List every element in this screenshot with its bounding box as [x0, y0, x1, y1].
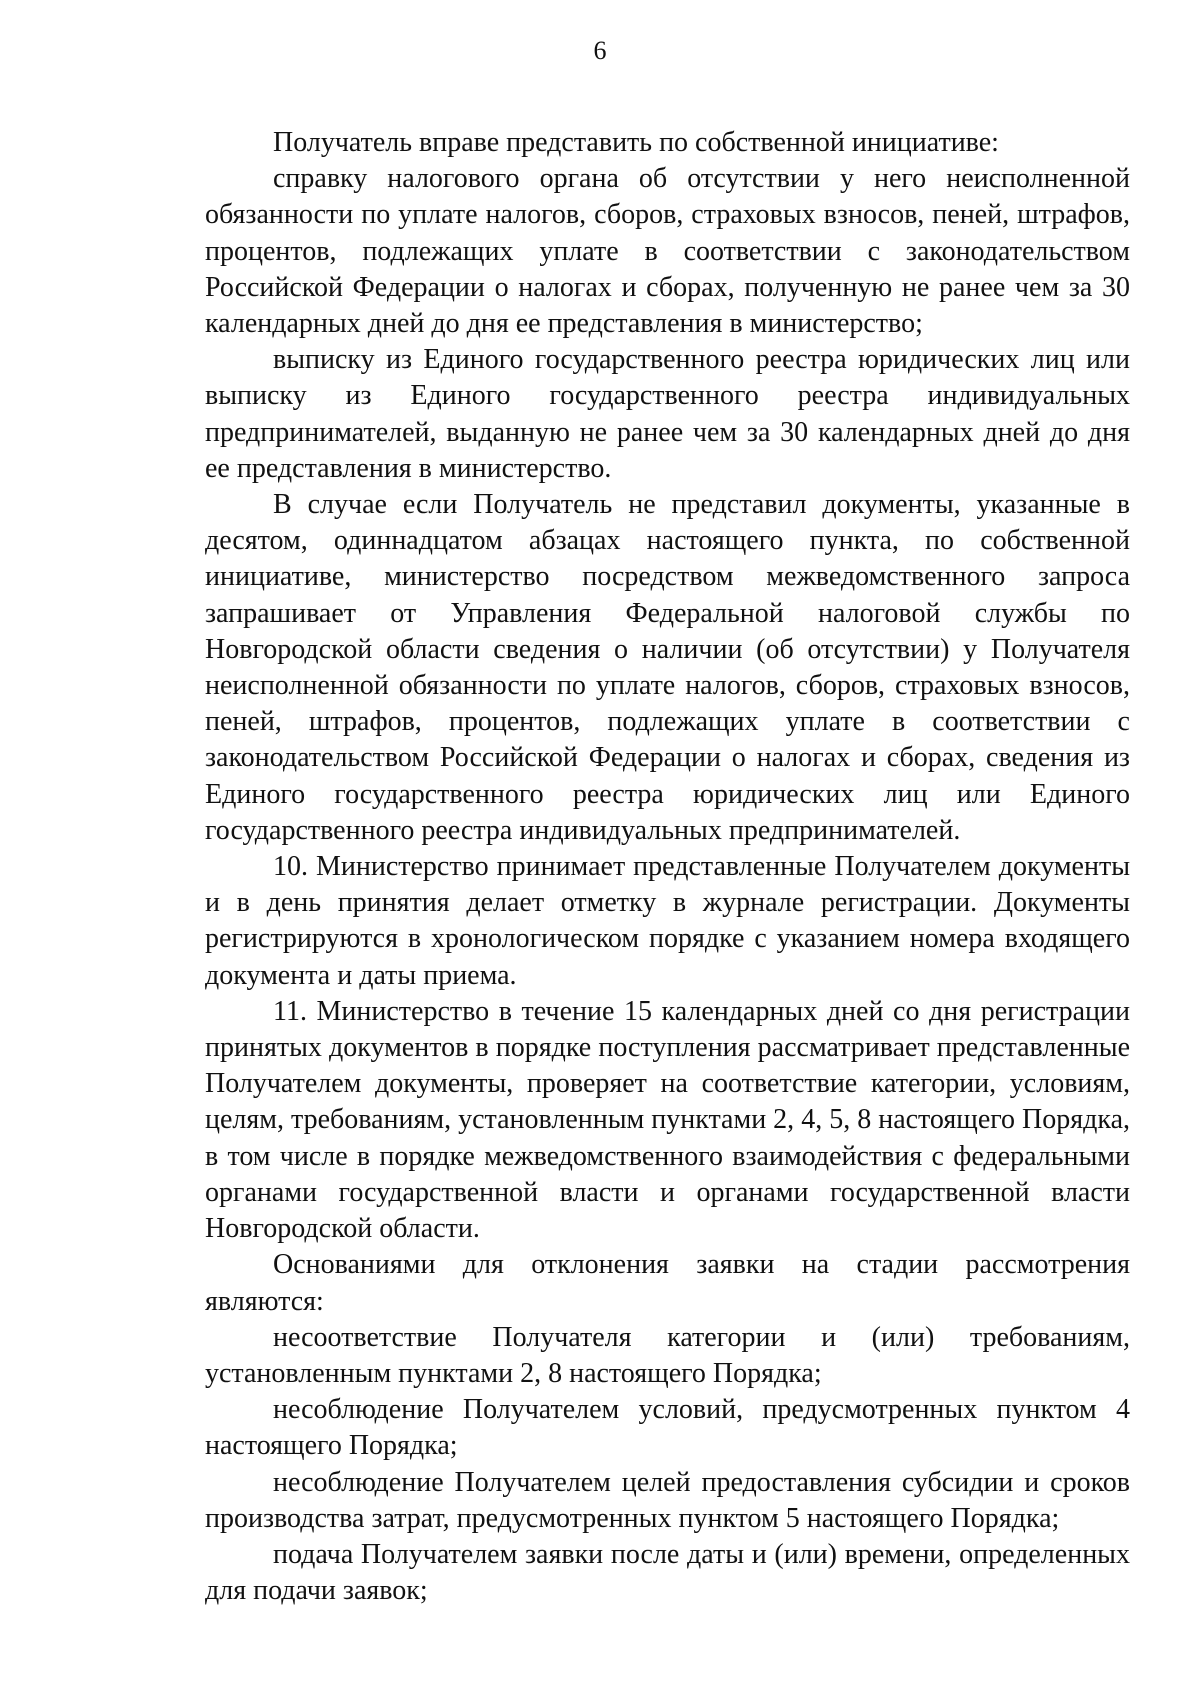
paragraph-ground-conditions: несоблюдение Получателем условий, предусмотренных пунктом 4 настоящего Порядка; — [205, 1394, 1130, 1462]
document-body — [205, 125, 1130, 1609]
paragraph-ground-late-submission: подача Получателем заявки после даты и (или) времени, определенных для подачи заявок; — [205, 1538, 1130, 1607]
paragraph-ground-category: несоответствие Получателя категории и (или) требованиям, установленным пунктами 2, 8 настоящего Порядка; — [205, 1321, 1130, 1389]
page-number: 6 — [593, 36, 607, 65]
paragraph-tax-certificate: справку налогового органа об отсутствии у него неисполненной обязанности по уплате налогов, сборов, страховых взносов, пеней, штрафов, процентов, подлежащих уплате в соответствии с законодательством Российской Федерации о налогах и сборах, полученную не ранее чем за 30 календарных дней до дня ее представления в министерство; — [205, 163, 1130, 340]
paragraph-registry-extract: выписку из Единого государственного реестра юридических лиц или выписку из Единого государственного реестра индивидуальных предпринимателей, выданную не ранее чем за 30 календарных дней до дня ее представления в министерство. — [205, 344, 1130, 484]
paragraph-ground-purposes: несоблюдение Получателем целей предоставления субсидии и сроков производства затрат, предусмотренных пунктом 5 настоящего Порядка; — [205, 1466, 1130, 1534]
paragraph-item-10: 10. Министерство принимает представленные Получателем документы и в день принятия делает отметку в журнале регистрации. Документы регистрируются в хронологическом порядке с указанием номера входящего документа и даты приема. — [205, 851, 1130, 991]
paragraph-right-to-submit: Получатель вправе представить по собственной инициативе: — [273, 127, 999, 158]
paragraph-item-11: 11. Министерство в течение 15 календарных дней со дня регистрации принятых документов в порядке поступления рассматривает представленные Получателем документы, проверяет на соответствие категории, условиям, целям, требованиям, установленным пунктами 2, 4, 5, 8 настоящего Порядка, в том числе в порядке межведомственного взаимодействия с федеральными органами государственной власти и органами государственной власти Новгородской области. — [205, 995, 1130, 1245]
paragraph-rejection-grounds: Основаниями для отклонения заявки на стадии рассмотрения являются: — [205, 1249, 1130, 1317]
paragraph-interagency-request: В случае если Получатель не представил документы, указанные в десятом, одиннадцатом абзацах настоящего пункта, по собственной инициативе, министерство посредством межведомственного запроса запрашивает от Управления Федеральной налоговой службы по Новгородской области сведения о наличии (об отсутствии) у Получателя неисполненной обязанности по уплате налогов, сборов, страховых взносов, пеней, штрафов, процентов, подлежащих уплате в соответствии с законодательством Российской Федерации о налогах и сборах, сведения из Единого государственного реестра юридических лиц или Единого государственного реестра индивидуальных предпринимателей. — [205, 489, 1130, 846]
